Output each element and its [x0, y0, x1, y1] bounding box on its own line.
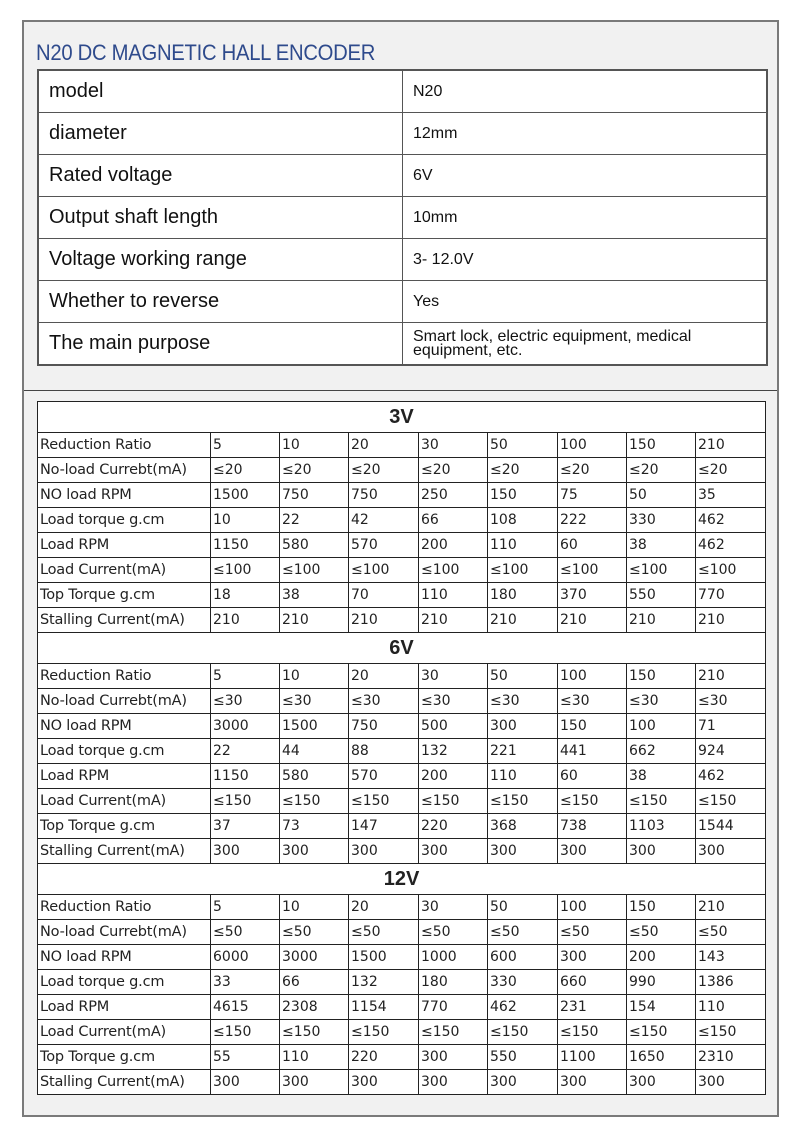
spec-value: 10mm — [403, 197, 768, 239]
table-cell: 50 — [627, 483, 696, 508]
spec-value: 6V — [403, 155, 768, 197]
table-cell: 18 — [211, 583, 280, 608]
table-cell: 750 — [349, 483, 419, 508]
table-cell: 147 — [349, 814, 419, 839]
table-cell: 300 — [211, 1070, 280, 1095]
table-cell: 100 — [558, 664, 627, 689]
table-cell: 200 — [419, 533, 488, 558]
section-divider — [24, 390, 777, 391]
table-cell: 50 — [488, 895, 558, 920]
row-label: Reduction Ratio — [38, 664, 211, 689]
table-cell: ≤150 — [419, 789, 488, 814]
table-cell: 1103 — [627, 814, 696, 839]
table-cell: 180 — [488, 583, 558, 608]
table-cell: 330 — [488, 970, 558, 995]
table-cell: 73 — [280, 814, 349, 839]
spec-row — [38, 281, 767, 323]
table-cell: 300 — [696, 839, 766, 864]
table-cell: 30 — [419, 433, 488, 458]
table-row — [38, 995, 766, 1020]
row-label: Load torque g.cm — [38, 970, 211, 995]
performance-table — [37, 401, 766, 1095]
table-cell: 462 — [696, 764, 766, 789]
table-cell: 5 — [211, 433, 280, 458]
table-cell: ≤150 — [349, 1020, 419, 1045]
table-row — [38, 608, 766, 633]
table-cell: 750 — [280, 483, 349, 508]
table-cell: ≤150 — [627, 1020, 696, 1045]
table-row — [38, 945, 766, 970]
table-cell: 210 — [696, 608, 766, 633]
voltage-section-header — [38, 633, 766, 664]
table-cell: 924 — [696, 739, 766, 764]
voltage-section-header — [38, 402, 766, 433]
table-row — [38, 839, 766, 864]
table-row — [38, 533, 766, 558]
table-cell: 100 — [627, 714, 696, 739]
table-cell: 1500 — [211, 483, 280, 508]
table-cell: 100 — [558, 895, 627, 920]
table-cell: 300 — [488, 839, 558, 864]
table-cell: 600 — [488, 945, 558, 970]
spec-row — [38, 323, 767, 366]
table-cell: 150 — [488, 483, 558, 508]
table-cell: 22 — [211, 739, 280, 764]
table-cell: 550 — [627, 583, 696, 608]
table-cell: 132 — [349, 970, 419, 995]
table-cell: ≤150 — [280, 1020, 349, 1045]
table-cell: 70 — [349, 583, 419, 608]
table-cell: ≤20 — [558, 458, 627, 483]
table-cell: 44 — [280, 739, 349, 764]
table-cell: 210 — [696, 433, 766, 458]
spec-key: model — [38, 70, 403, 113]
table-cell: 300 — [627, 1070, 696, 1095]
table-row — [38, 1070, 766, 1095]
table-cell: 108 — [488, 508, 558, 533]
table-cell: ≤30 — [419, 689, 488, 714]
spec-key: Voltage working range — [38, 239, 403, 281]
table-cell: 210 — [419, 608, 488, 633]
table-cell: 210 — [488, 608, 558, 633]
table-row — [38, 583, 766, 608]
table-row — [38, 814, 766, 839]
table-cell: 75 — [558, 483, 627, 508]
table-cell: 132 — [419, 739, 488, 764]
table-cell: ≤150 — [627, 789, 696, 814]
table-cell: 300 — [419, 839, 488, 864]
table-cell: 500 — [419, 714, 488, 739]
table-cell: ≤30 — [280, 689, 349, 714]
table-cell: 200 — [627, 945, 696, 970]
table-cell: 300 — [558, 839, 627, 864]
table-cell: 220 — [419, 814, 488, 839]
table-cell: 300 — [280, 839, 349, 864]
table-cell: 42 — [349, 508, 419, 533]
table-cell: ≤150 — [349, 789, 419, 814]
spec-value: Yes — [403, 281, 768, 323]
spec-key: Whether to reverse — [38, 281, 403, 323]
table-cell: ≤20 — [349, 458, 419, 483]
table-cell: 441 — [558, 739, 627, 764]
table-cell: ≤150 — [280, 789, 349, 814]
table-cell: 1000 — [419, 945, 488, 970]
voltage-label: 3V — [38, 402, 766, 433]
row-label: No-load Currebt(mA) — [38, 458, 211, 483]
table-cell: ≤100 — [419, 558, 488, 583]
table-cell: 570 — [349, 533, 419, 558]
table-cell: 770 — [419, 995, 488, 1020]
spec-key: The main purpose — [38, 323, 403, 366]
table-row — [38, 458, 766, 483]
table-cell: 1386 — [696, 970, 766, 995]
table-cell: 20 — [349, 433, 419, 458]
row-label: Load RPM — [38, 764, 211, 789]
table-cell: 210 — [627, 608, 696, 633]
table-cell: ≤100 — [696, 558, 766, 583]
table-cell: ≤150 — [211, 789, 280, 814]
table-cell: 1154 — [349, 995, 419, 1020]
table-cell: 50 — [488, 433, 558, 458]
table-cell: ≤150 — [696, 1020, 766, 1045]
spec-key: Rated voltage — [38, 155, 403, 197]
table-cell: 770 — [696, 583, 766, 608]
table-cell: ≤100 — [280, 558, 349, 583]
table-cell: ≤20 — [488, 458, 558, 483]
table-cell: 330 — [627, 508, 696, 533]
table-cell: 462 — [696, 508, 766, 533]
table-cell: 300 — [349, 1070, 419, 1095]
table-cell: 570 — [349, 764, 419, 789]
table-cell: ≤150 — [419, 1020, 488, 1045]
table-cell: ≤100 — [627, 558, 696, 583]
table-cell: ≤30 — [696, 689, 766, 714]
row-label: Stalling Current(mA) — [38, 608, 211, 633]
table-cell: ≤100 — [349, 558, 419, 583]
table-row — [38, 433, 766, 458]
table-cell: ≤30 — [488, 689, 558, 714]
table-cell: 1500 — [349, 945, 419, 970]
row-label: Top Torque g.cm — [38, 583, 211, 608]
table-cell: 370 — [558, 583, 627, 608]
row-label: No-load Currebt(mA) — [38, 689, 211, 714]
table-cell: 33 — [211, 970, 280, 995]
row-label: Load torque g.cm — [38, 508, 211, 533]
table-cell: ≤50 — [627, 920, 696, 945]
table-cell: 150 — [627, 433, 696, 458]
table-cell: ≤50 — [696, 920, 766, 945]
table-row — [38, 483, 766, 508]
table-cell: 60 — [558, 764, 627, 789]
table-cell: ≤150 — [558, 1020, 627, 1045]
spec-table — [37, 69, 768, 366]
table-cell: ≤20 — [280, 458, 349, 483]
table-cell: 66 — [419, 508, 488, 533]
spec-row — [38, 70, 767, 113]
spec-sheet-frame — [22, 20, 779, 1117]
table-cell: 150 — [627, 664, 696, 689]
table-cell: 50 — [488, 664, 558, 689]
table-cell: 88 — [349, 739, 419, 764]
table-cell: 20 — [349, 895, 419, 920]
table-cell: 210 — [280, 608, 349, 633]
table-cell: 368 — [488, 814, 558, 839]
table-cell: 154 — [627, 995, 696, 1020]
spec-key: Output shaft length — [38, 197, 403, 239]
table-cell: ≤20 — [696, 458, 766, 483]
table-cell: ≤20 — [419, 458, 488, 483]
row-label: Load Current(mA) — [38, 789, 211, 814]
table-cell: 300 — [627, 839, 696, 864]
table-cell: 22 — [280, 508, 349, 533]
table-cell: 4615 — [211, 995, 280, 1020]
table-cell: 10 — [280, 433, 349, 458]
table-cell: 6000 — [211, 945, 280, 970]
table-cell: 100 — [558, 433, 627, 458]
table-cell: ≤30 — [211, 689, 280, 714]
table-cell: 10 — [211, 508, 280, 533]
table-cell: 300 — [419, 1070, 488, 1095]
voltage-label: 12V — [38, 864, 766, 895]
table-cell: 3000 — [280, 945, 349, 970]
table-row — [38, 664, 766, 689]
table-row — [38, 714, 766, 739]
row-label: Load Current(mA) — [38, 1020, 211, 1045]
table-cell: 1544 — [696, 814, 766, 839]
table-cell: 55 — [211, 1045, 280, 1070]
table-row — [38, 789, 766, 814]
table-cell: ≤100 — [211, 558, 280, 583]
row-label: Load RPM — [38, 533, 211, 558]
table-cell: 150 — [558, 714, 627, 739]
page-title: N20 DC MAGNETIC HALL ENCODER — [36, 40, 376, 65]
table-row — [38, 1045, 766, 1070]
table-cell: ≤150 — [558, 789, 627, 814]
table-cell: ≤50 — [349, 920, 419, 945]
table-row — [38, 739, 766, 764]
table-cell: 222 — [558, 508, 627, 533]
table-cell: 71 — [696, 714, 766, 739]
table-cell: 1100 — [558, 1045, 627, 1070]
table-cell: 300 — [558, 945, 627, 970]
table-cell: ≤150 — [488, 789, 558, 814]
table-cell: ≤30 — [558, 689, 627, 714]
row-label: Reduction Ratio — [38, 895, 211, 920]
table-cell: 110 — [280, 1045, 349, 1070]
table-cell: 2310 — [696, 1045, 766, 1070]
table-cell: 210 — [696, 895, 766, 920]
table-cell: 30 — [419, 895, 488, 920]
table-cell: 210 — [696, 664, 766, 689]
table-row — [38, 1020, 766, 1045]
table-cell: 210 — [349, 608, 419, 633]
table-cell: 660 — [558, 970, 627, 995]
table-cell: 300 — [419, 1045, 488, 1070]
table-cell: ≤150 — [696, 789, 766, 814]
table-cell: 550 — [488, 1045, 558, 1070]
table-cell: 462 — [696, 533, 766, 558]
table-cell: 37 — [211, 814, 280, 839]
table-cell: 221 — [488, 739, 558, 764]
table-cell: 1150 — [211, 764, 280, 789]
table-cell: ≤50 — [280, 920, 349, 945]
table-cell: 300 — [488, 714, 558, 739]
table-cell: 1150 — [211, 533, 280, 558]
table-cell: 580 — [280, 764, 349, 789]
row-label: NO load RPM — [38, 714, 211, 739]
table-cell: 210 — [558, 608, 627, 633]
table-cell: 66 — [280, 970, 349, 995]
table-cell: ≤100 — [558, 558, 627, 583]
table-cell: ≤150 — [211, 1020, 280, 1045]
table-cell: 250 — [419, 483, 488, 508]
table-cell: ≤20 — [211, 458, 280, 483]
table-cell: 110 — [488, 533, 558, 558]
row-label: Load RPM — [38, 995, 211, 1020]
table-cell: 462 — [488, 995, 558, 1020]
table-row — [38, 920, 766, 945]
table-cell: 143 — [696, 945, 766, 970]
table-row — [38, 508, 766, 533]
table-cell: ≤30 — [627, 689, 696, 714]
row-label: Stalling Current(mA) — [38, 839, 211, 864]
table-row — [38, 970, 766, 995]
table-cell: 38 — [627, 764, 696, 789]
table-cell: 20 — [349, 664, 419, 689]
table-cell: ≤100 — [488, 558, 558, 583]
table-cell: 150 — [627, 895, 696, 920]
table-cell: 200 — [419, 764, 488, 789]
row-label: Load Current(mA) — [38, 558, 211, 583]
table-cell: 110 — [696, 995, 766, 1020]
spec-value: N20 — [403, 70, 768, 113]
table-cell: 300 — [696, 1070, 766, 1095]
table-cell: 990 — [627, 970, 696, 995]
table-cell: 300 — [558, 1070, 627, 1095]
spec-value: 3- 12.0V — [403, 239, 768, 281]
row-label: Load torque g.cm — [38, 739, 211, 764]
table-cell: 210 — [211, 608, 280, 633]
table-cell: 300 — [280, 1070, 349, 1095]
table-cell: 662 — [627, 739, 696, 764]
row-label: NO load RPM — [38, 483, 211, 508]
row-label: Top Torque g.cm — [38, 814, 211, 839]
table-cell: ≤20 — [627, 458, 696, 483]
table-cell: 300 — [211, 839, 280, 864]
table-cell: 1500 — [280, 714, 349, 739]
table-cell: 738 — [558, 814, 627, 839]
row-label: NO load RPM — [38, 945, 211, 970]
table-cell: 35 — [696, 483, 766, 508]
table-cell: ≤50 — [488, 920, 558, 945]
table-cell: 300 — [349, 839, 419, 864]
table-row — [38, 764, 766, 789]
table-cell: 5 — [211, 895, 280, 920]
row-label: Reduction Ratio — [38, 433, 211, 458]
table-cell: ≤150 — [488, 1020, 558, 1045]
table-cell: 110 — [419, 583, 488, 608]
spec-key: diameter — [38, 113, 403, 155]
row-label: Stalling Current(mA) — [38, 1070, 211, 1095]
spec-row — [38, 155, 767, 197]
spec-row — [38, 113, 767, 155]
table-cell: ≤50 — [211, 920, 280, 945]
table-cell: 110 — [488, 764, 558, 789]
table-cell: ≤50 — [419, 920, 488, 945]
table-cell: 10 — [280, 664, 349, 689]
table-cell: 60 — [558, 533, 627, 558]
table-cell: ≤30 — [349, 689, 419, 714]
row-label: Top Torque g.cm — [38, 1045, 211, 1070]
table-cell: ≤50 — [558, 920, 627, 945]
table-cell: 180 — [419, 970, 488, 995]
spec-value: 12mm — [403, 113, 768, 155]
table-cell: 220 — [349, 1045, 419, 1070]
table-cell: 5 — [211, 664, 280, 689]
table-row — [38, 895, 766, 920]
table-cell: 38 — [627, 533, 696, 558]
voltage-section-header — [38, 864, 766, 895]
voltage-label: 6V — [38, 633, 766, 664]
table-cell: 300 — [488, 1070, 558, 1095]
spec-row — [38, 239, 767, 281]
table-cell: 3000 — [211, 714, 280, 739]
table-row — [38, 558, 766, 583]
row-label: No-load Currebt(mA) — [38, 920, 211, 945]
table-cell: 580 — [280, 533, 349, 558]
spec-row — [38, 197, 767, 239]
table-cell: 30 — [419, 664, 488, 689]
table-cell: 10 — [280, 895, 349, 920]
table-cell: 750 — [349, 714, 419, 739]
table-cell: 1650 — [627, 1045, 696, 1070]
spec-value: Smart lock, electric equipment, medical equipment, etc. — [403, 323, 768, 366]
table-cell: 231 — [558, 995, 627, 1020]
table-row — [38, 689, 766, 714]
table-cell: 2308 — [280, 995, 349, 1020]
table-cell: 38 — [280, 583, 349, 608]
